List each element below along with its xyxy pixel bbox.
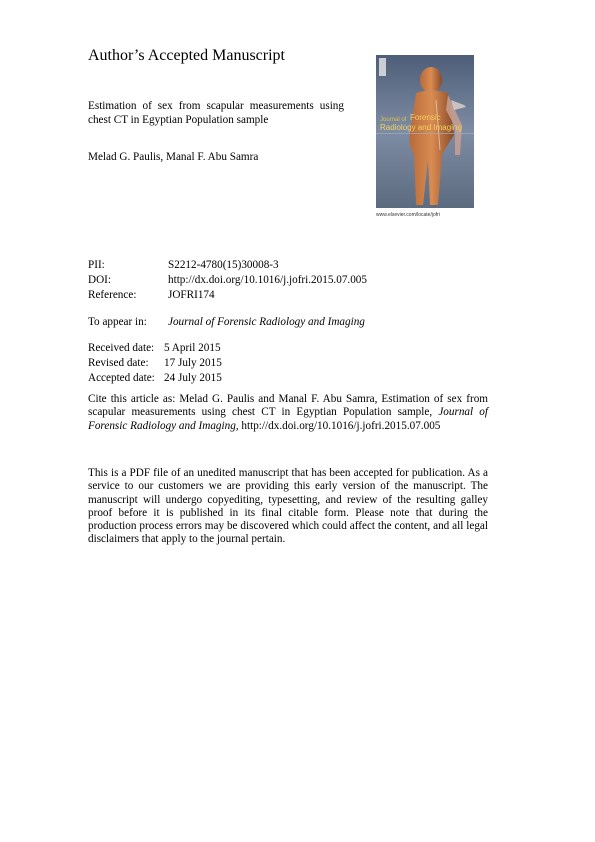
manuscript-notice: This is a PDF file of an unedited manuscript that has been accepted for publication. As a service to our customers we are providing this early version of the manuscript. The manuscript will undergo copyediting, typesetting, and review of the resulting galley proof before it is published in its final citable form. Please note that during the production process errors may be discovered which could affect the content, and all legal disclaimers that apply to the journal pertain.: [88, 467, 488, 546]
citation-journal: Journal of Forensic Radiology and Imaging,: [88, 406, 488, 432]
metadata-ids: [88, 259, 508, 304]
pii-label: PII:: [88, 259, 105, 271]
citation-doi[interactable]: http://dx.doi.org/10.1016/j.jofri.2015.07.005: [241, 419, 441, 432]
citation-paragraph: [88, 393, 488, 433]
doi-value[interactable]: http://dx.doi.org/10.1016/j.jofri.2015.07.005: [168, 274, 367, 286]
cover-url: www.elsevier.com/locate/jofri: [376, 212, 440, 218]
page-heading: Author’s Accepted Manuscript: [88, 47, 285, 64]
reference-value: JOFRI174: [168, 289, 215, 301]
received-label: Received date:: [88, 342, 155, 354]
metadata-journal: [88, 316, 508, 331]
cover-journal-name-1: Forensic: [410, 113, 441, 122]
cover-journal-prefix: Journal of: [380, 117, 407, 123]
journal-cover: [376, 55, 474, 208]
revised-value: 17 July 2015: [164, 357, 222, 369]
doi-label: DOI:: [88, 274, 111, 286]
article-authors: Melad G. Paulis, Manal F. Abu Samra: [88, 151, 259, 163]
metadata-dates: [88, 342, 508, 387]
citation-text: Cite this article as: Melad G. Paulis and Manal F. Abu Samra, Estimation of sex from scapular measurements using chest CT in Egyptian Population sample,: [88, 393, 488, 419]
pii-value: S2212-4780(15)30008-3: [168, 259, 279, 271]
accepted-label: Accepted date:: [88, 372, 155, 384]
appear-label: To appear in:: [88, 316, 147, 328]
appear-value: Journal of Forensic Radiology and Imaging: [168, 316, 365, 328]
cover-journal-name-2: Radiology and Imaging: [380, 123, 462, 132]
article-title: Estimation of sex from scapular measurements using chest CT in Egyptian Population sample: [88, 100, 344, 126]
reference-label: Reference:: [88, 289, 137, 301]
accepted-value: 24 July 2015: [164, 372, 222, 384]
revised-label: Revised date:: [88, 357, 149, 369]
received-value: 5 April 2015: [164, 342, 221, 354]
journal-cover-art: [376, 55, 474, 208]
